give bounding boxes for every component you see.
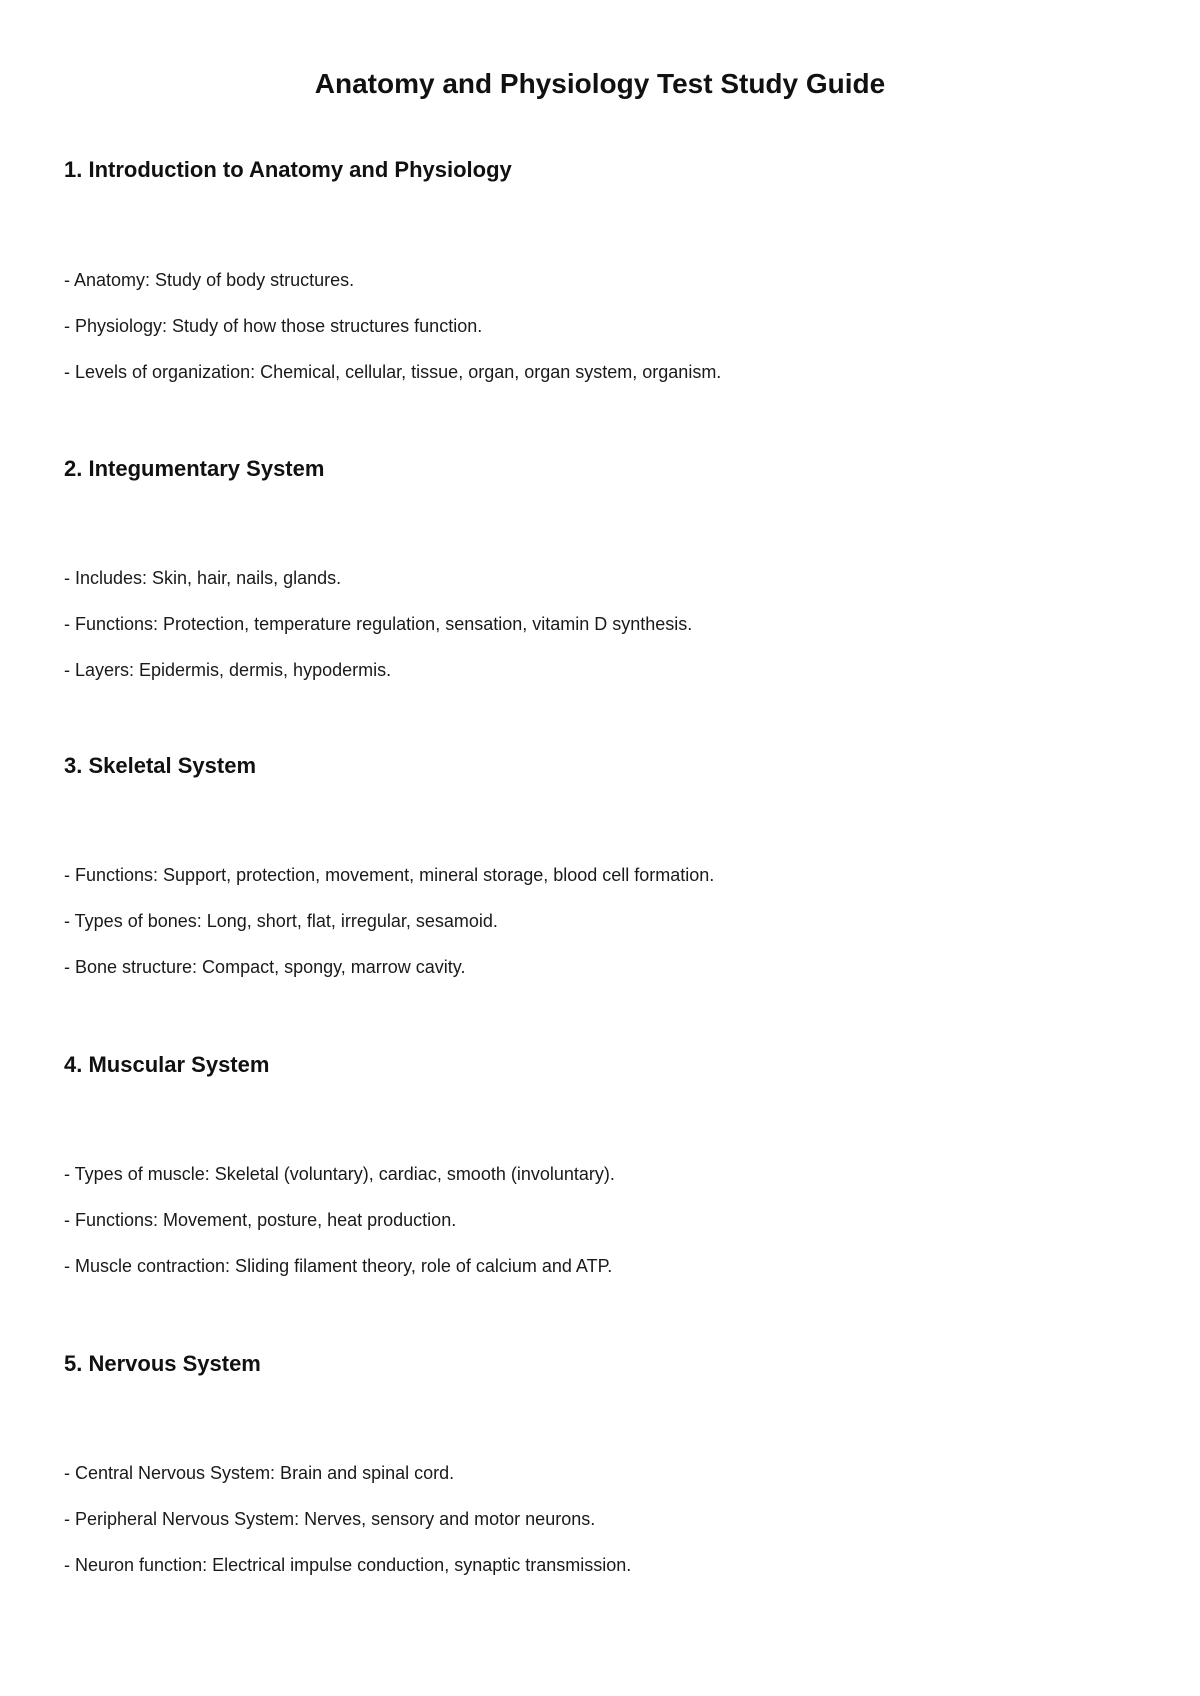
bullet-item: - Layers: Epidermis, dermis, hypodermis.: [64, 660, 392, 680]
bullet-item: - Neuron function: Electrical impulse conduction, synaptic transmission.: [64, 1555, 632, 1575]
bullet-item: - Levels of organization: Chemical, cellular, tissue, organ, organ system, organism.: [64, 362, 722, 382]
bullet-item: - Anatomy: Study of body structures.: [64, 270, 355, 290]
bullet-item: - Includes: Skin, hair, nails, glands.: [64, 568, 342, 588]
bullet-item: - Functions: Movement, posture, heat production.: [64, 1210, 457, 1230]
document-title: Anatomy and Physiology Test Study Guide: [314, 68, 886, 99]
bullet-item: - Types of bones: Long, short, flat, irregular, sesamoid.: [64, 911, 498, 931]
bullet-item: - Types of muscle: Skeletal (voluntary), cardiac, smooth (involuntary).: [64, 1164, 615, 1184]
bullet-item: - Central Nervous System: Brain and spinal cord.: [64, 1463, 455, 1483]
bullet-item: - Muscle contraction: Sliding filament theory, role of calcium and ATP.: [64, 1256, 613, 1276]
bullet-item: - Functions: Protection, temperature regulation, sensation, vitamin D synthesis.: [64, 614, 693, 634]
section-heading-integumentary: 2. Integumentary System: [64, 456, 325, 481]
bullet-item: - Physiology: Study of how those structures function.: [64, 316, 483, 336]
bullet-item: - Functions: Support, protection, movement, mineral storage, blood cell formation.: [64, 865, 715, 885]
section-heading-skeletal: 3. Skeletal System: [64, 753, 257, 778]
section-heading-muscular: 4. Muscular System: [64, 1052, 270, 1077]
bullet-item: - Bone structure: Compact, spongy, marrow cavity.: [64, 957, 466, 977]
bullet-item: - Peripheral Nervous System: Nerves, sensory and motor neurons.: [64, 1509, 596, 1529]
section-heading-introduction: 1. Introduction to Anatomy and Physiology: [64, 157, 512, 182]
section-heading-nervous: 5. Nervous System: [64, 1351, 261, 1376]
